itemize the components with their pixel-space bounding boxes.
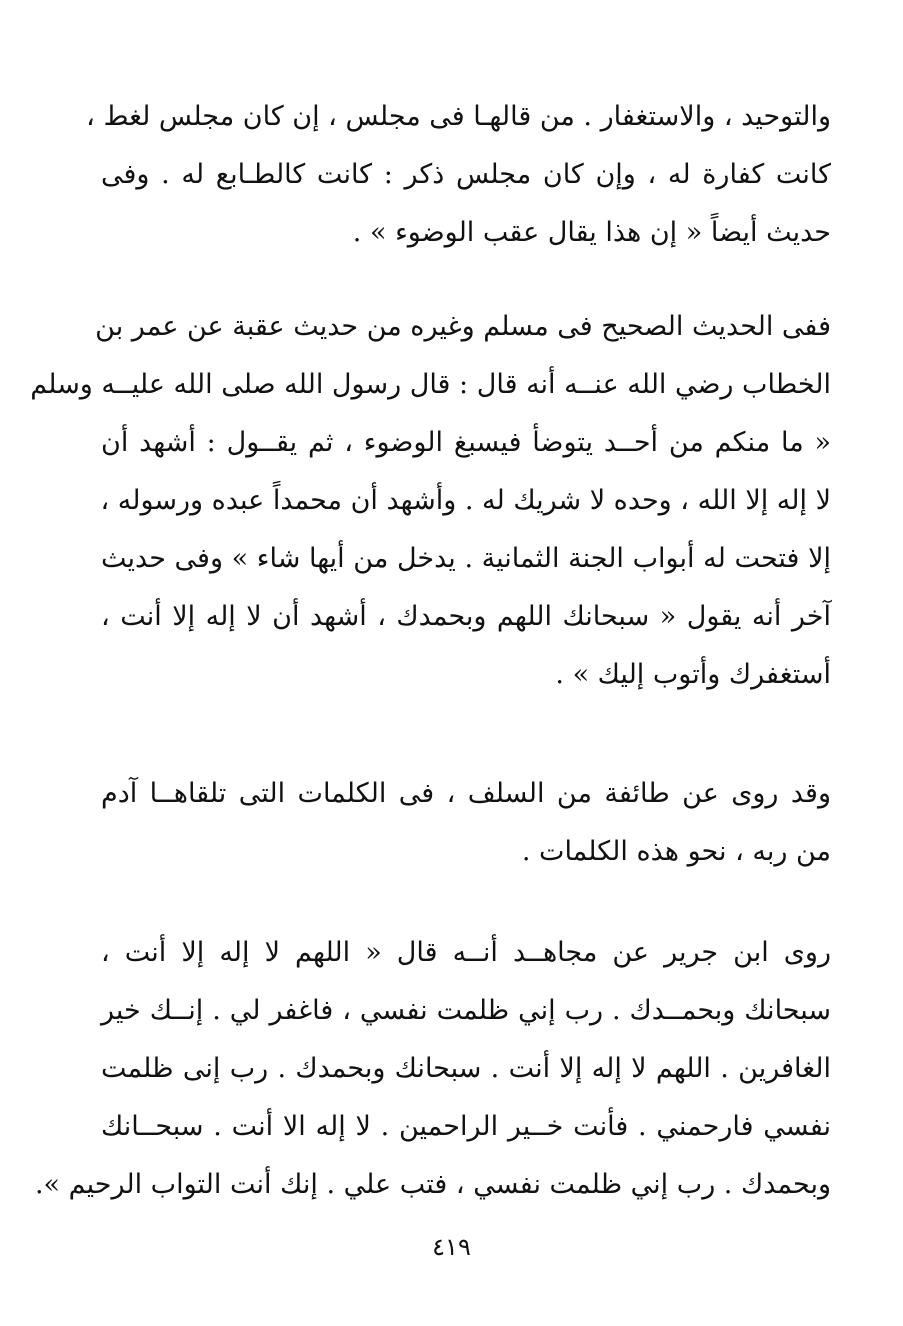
text-line: إلا فتحت له أبواب الجنة الثمانية . يدخل من أيها شاء » وفى حديث <box>101 543 831 574</box>
text-line: الخطاب رضي الله عنــه أنه قال : قال رسول الله صلى الله عليــه وسلم <box>30 369 831 400</box>
text-line: الغافرين . اللهم لا إله إلا أنت . سبحانك وبحمدك . رب إنى ظلمت <box>101 1053 831 1084</box>
text-line: كانت كفارة له ، وإن كان مجلس ذكر : كانت كالطـابع له . وفى <box>101 159 831 190</box>
paragraph-tawhid <box>86 88 831 262</box>
text-line: آخر أنه يقول « سبحانك اللهم وبحمدك ، أشهد أن لا إله إلا أنت ، <box>101 601 831 632</box>
paragraph-salaf <box>101 765 831 881</box>
text-line: من ربه ، نحو هذه الكلمات . <box>521 836 831 867</box>
text-line: والتوحيد ، والاستغفار . من قالهـا فى مجلس ، إن كان مجلس لغط ، <box>86 101 831 132</box>
page-number: ٤١٩ <box>432 1233 471 1261</box>
text-line: وقد روى عن طائفة من السلف ، فى الكلمات التى تلقاهــا آدم <box>101 778 831 809</box>
text-line: نفسي فارحمني . فأنت خــير الراحمين . لا إله الا أنت . سبحــانك <box>101 1111 831 1142</box>
paragraph-hadith-wudu <box>30 298 831 704</box>
text-line: وبحمدك . رب إني ظلمت نفسي ، فتب علي . إنك أنت التواب الرحيم ». <box>34 1169 831 1200</box>
text-line: حديث أيضاً « إن هذا يقال عقب الوضوء » . <box>352 217 831 248</box>
text-line: روى ابن جرير عن مجاهــد أنــه قال « اللهم لا إله إلا أنت ، <box>101 937 831 968</box>
text-line: « ما منكم من أحــد يتوضأ فيسبغ الوضوء ، ثم يقــول : أشهد أن <box>101 427 831 458</box>
text-line: سبحانك وبحمــدك . رب إني ظلمت نفسي ، فاغفر لي . إنــك خير <box>101 995 831 1026</box>
text-line: ففى الحديث الصحيح فى مسلم وغيره من حديث عقبة عن عمر بن <box>95 311 831 342</box>
text-line: أستغفرك وأتوب إليك » . <box>555 659 831 690</box>
paragraph-mujahid <box>34 924 831 1214</box>
text-line: لا إله إلا الله ، وحده لا شريك له . وأشهد أن محمداً عبده ورسوله ، <box>100 485 831 516</box>
